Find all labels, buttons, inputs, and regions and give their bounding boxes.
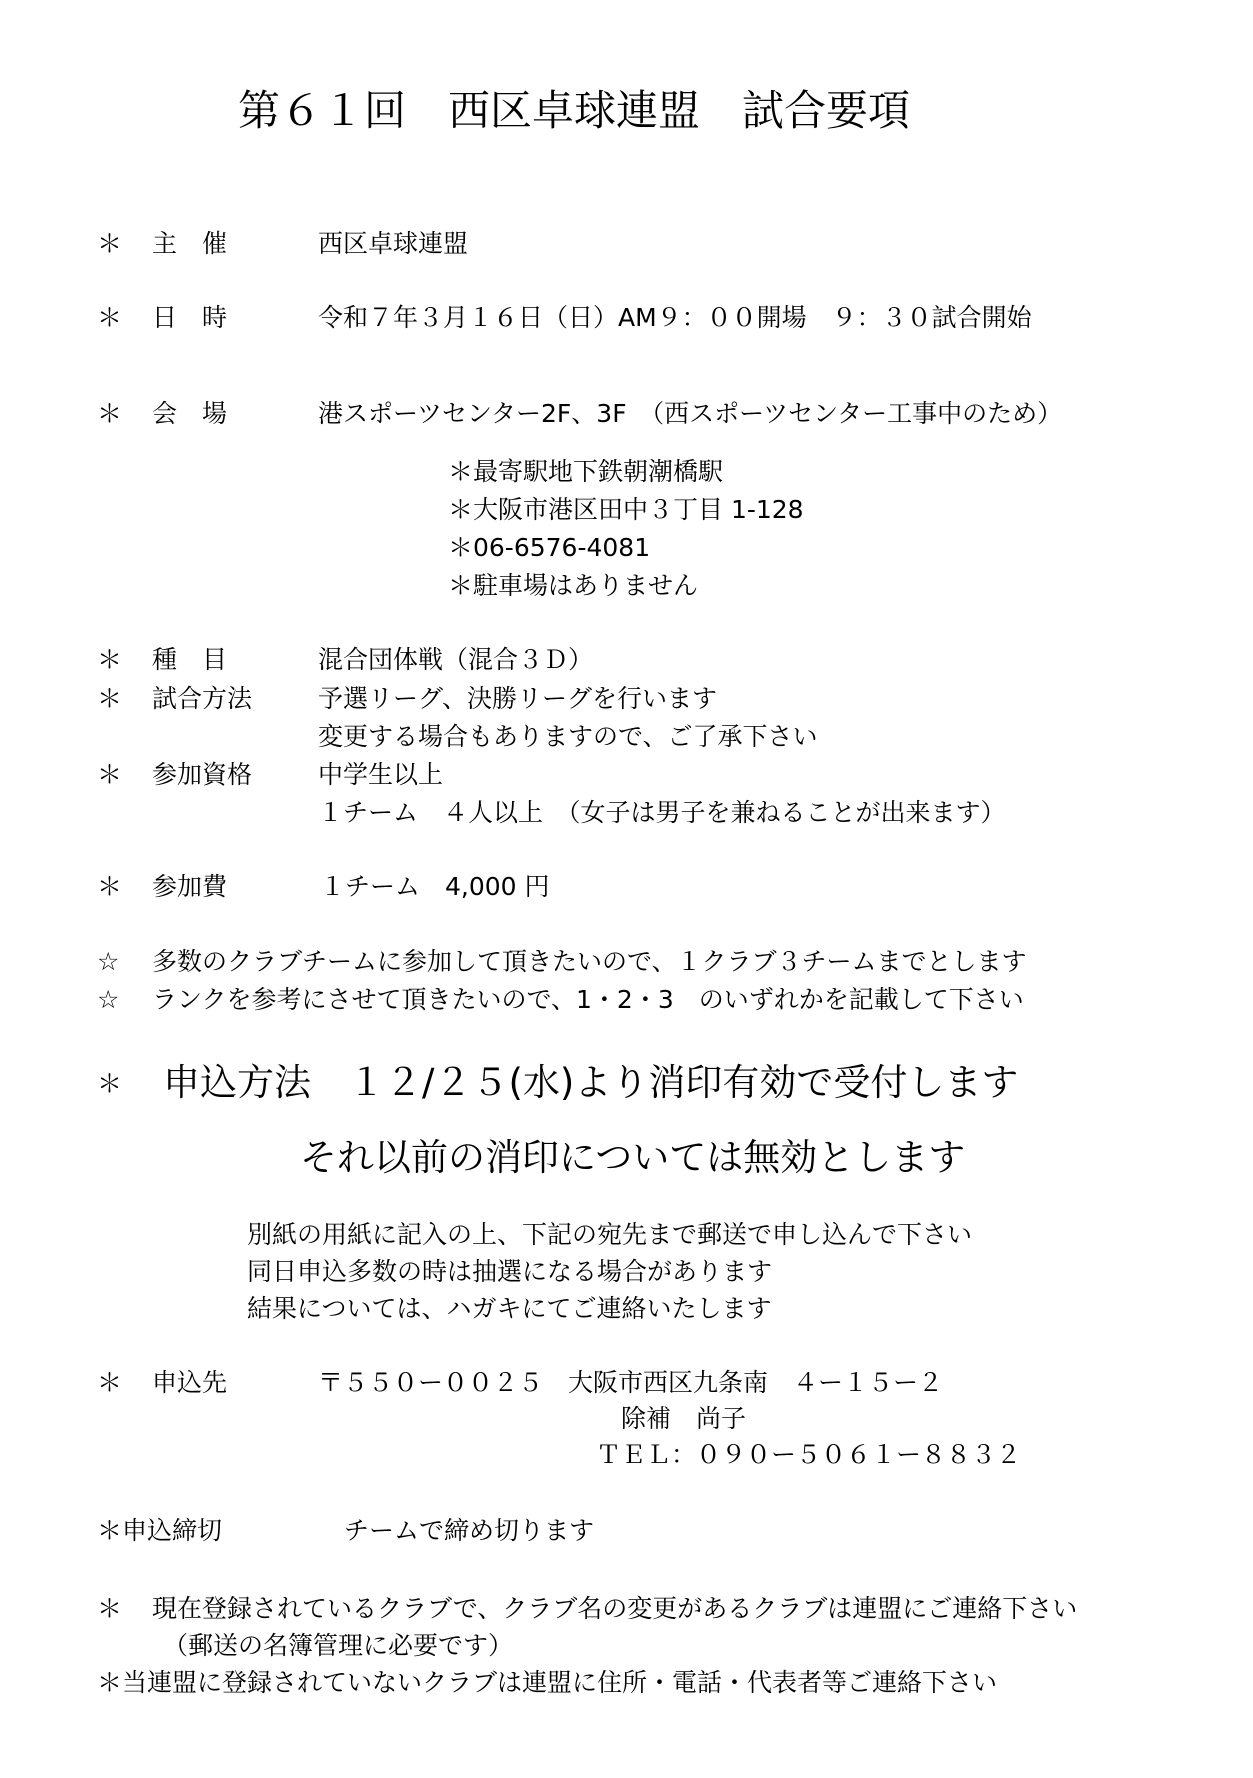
- application-note: 結果については、ハガキにてご連絡いたします: [247, 1294, 772, 1323]
- host-label: 主 催: [152, 229, 228, 258]
- star-icon: ☆: [97, 947, 120, 976]
- fee-mark: ＊: [97, 872, 123, 901]
- event-label: 種 目: [152, 645, 228, 674]
- method-line: 変更する場合もありますので、ご了承下さい: [318, 722, 818, 751]
- eligibility-mark: ＊: [97, 760, 123, 789]
- star-icon: ☆: [97, 985, 120, 1014]
- method-label: 試合方法: [152, 684, 253, 713]
- eligibility-line: 中学生以上: [318, 760, 444, 789]
- page-title: 第６１回 西区卓球連盟 試合要項: [238, 86, 911, 135]
- star-note: ランクを参考にさせて頂きたいので、1・2・3 のいずれかを記載して下さい: [152, 985, 1024, 1014]
- eligibility-label: 参加資格: [152, 760, 253, 789]
- datetime-mark: ＊: [97, 303, 123, 332]
- venue-note: ＊06-6576-4081: [448, 533, 651, 562]
- star-note: 多数のクラブチームに参加して頂きたいので、１クラブ３チームまでとします: [152, 947, 1027, 976]
- address-line: 〒５５０ー００２５ 大阪市西区九条南 ４ー１５ー２: [318, 1368, 944, 1397]
- footer-line: ＊当連盟に登録されていないクラブは連盟に住所・電話・代表者等ご連絡下さい: [97, 1668, 998, 1697]
- address-name: 除補 尚子: [621, 1404, 747, 1433]
- deadline-label: ＊申込締切: [97, 1516, 223, 1545]
- address-tel: ＴＥＬ：０９０ー５０６１ー８８３２: [596, 1440, 1022, 1469]
- method-line: 予選リーグ、決勝リーグを行います: [318, 684, 718, 713]
- venue-note: ＊最寄駅地下鉄朝潮橋駅: [448, 457, 724, 486]
- datetime-value: 令和７年３月１６日（日）AM９：００開場 ９：３０試合開始: [318, 303, 1032, 332]
- application-subline: それ以前の消印については無効とします: [300, 1136, 966, 1179]
- host-value: 西区卓球連盟: [318, 229, 469, 258]
- deadline-value: チームで締め切ります: [344, 1516, 595, 1545]
- address-mark: ＊: [97, 1368, 123, 1397]
- fee-value: １チーム 4,000 円: [320, 872, 550, 901]
- footer-line: （郵送の名簿管理に必要です）: [163, 1631, 514, 1660]
- venue-note: ＊駐車場はありません: [448, 571, 699, 600]
- footer-line: 現在登録されているクラブで、クラブ名の変更があるクラブは連盟にご連絡下さい: [152, 1594, 1078, 1623]
- event-value: 混合団体戦（混合３Ｄ）: [318, 645, 594, 674]
- eligibility-line: １チーム ４人以上 （女子は男子を兼ねることが出来ます）: [318, 798, 1006, 827]
- venue-mark: ＊: [97, 399, 123, 428]
- address-label: 申込先: [152, 1368, 228, 1397]
- venue-value: 港スポーツセンター2F、3F （西スポーツセンター工事中のため）: [318, 399, 1063, 428]
- footer-mark: ＊: [97, 1594, 123, 1623]
- application-headline: 申込方法 １２/２５(水)より消印有効で受付します: [163, 1061, 1019, 1104]
- event-mark: ＊: [97, 645, 123, 674]
- fee-label: 参加費: [152, 872, 228, 901]
- host-mark: ＊: [97, 229, 123, 258]
- venue-label: 会 場: [152, 399, 228, 428]
- application-note: 別紙の用紙に記入の上、下記の宛先まで郵送で申し込んで下さい: [247, 1220, 973, 1249]
- datetime-label: 日 時: [152, 303, 228, 332]
- venue-note: ＊大阪市港区田中３丁目 1-128: [448, 495, 804, 524]
- method-mark: ＊: [97, 684, 123, 713]
- application-mark: ＊: [97, 1069, 123, 1098]
- application-note: 同日申込多数の時は抽選になる場合があります: [247, 1257, 773, 1286]
